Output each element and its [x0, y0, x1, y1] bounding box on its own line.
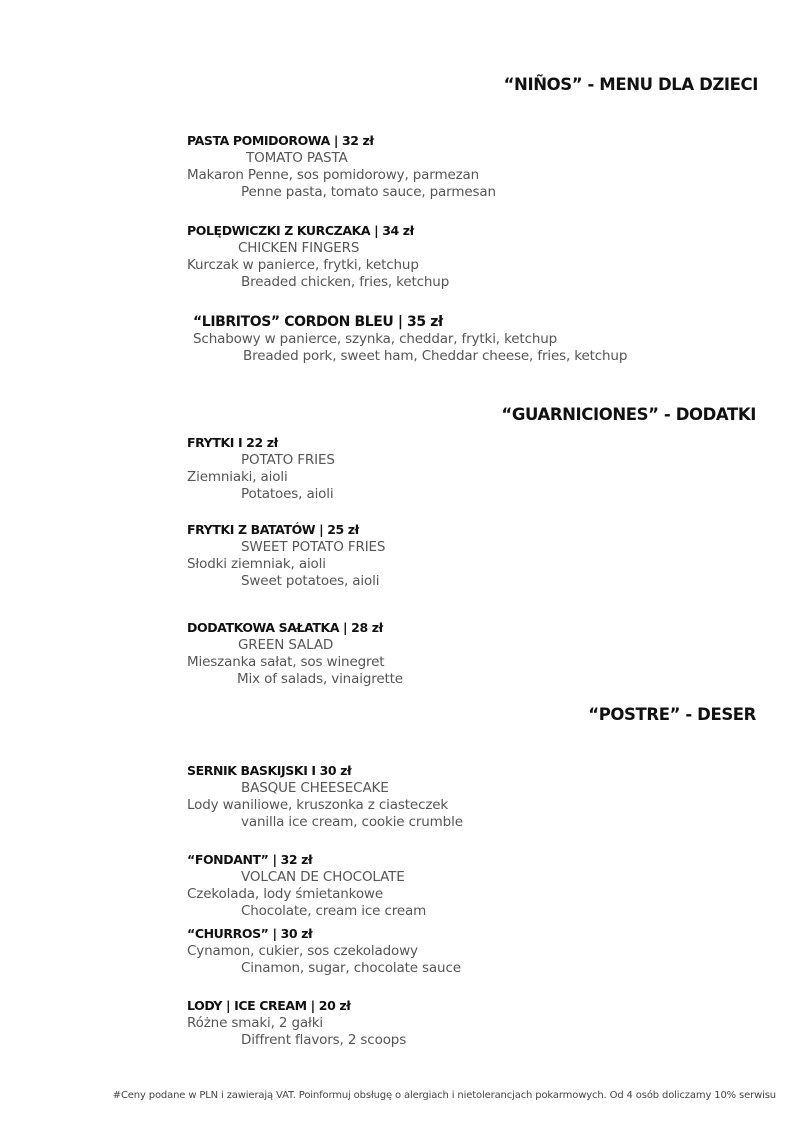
menu-item-sernik-baskijski: [187, 762, 747, 831]
item-name: “LIBRITOS” CORDON BLEU | 35 zł: [193, 314, 443, 330]
item-description-en: Sweet potatoes, aioli: [241, 573, 380, 589]
item-name: “FONDANT” | 32 zł: [187, 852, 313, 867]
item-description-en: Penne pasta, tomato sauce, parmesan: [241, 184, 496, 200]
item-description-pl: Czekolada, lody śmietankowe: [187, 886, 383, 902]
section-title-ninos: “NIÑOS” - MENU DLA DZIECI: [503, 75, 758, 94]
section-title-postre: “POSTRE” - DESER: [588, 705, 756, 724]
item-description-en: Diffrent flavors, 2 scoops: [241, 1032, 407, 1048]
item-name: LODY | ICE CREAM | 20 zł: [187, 998, 351, 1013]
item-name: SERNIK BASKIJSKI I 30 zł: [187, 763, 352, 778]
menu-item-lody: [187, 997, 747, 1049]
section-title-guarniciones: “GUARNICIONES” - DODATKI: [501, 405, 756, 424]
item-description-en: Breaded pork, sweet ham, Cheddar cheese, fries, ketchup: [243, 348, 628, 364]
item-description-pl: Cynamon, cukier, sos czekoladowy: [187, 943, 418, 959]
item-name: “CHURROS” | 30 zł: [187, 926, 313, 941]
menu-item-pasta-pomidorowa: [187, 132, 747, 201]
menu-item-dodatkowa-salatka: [187, 619, 747, 688]
item-description-en: Potatoes, aioli: [241, 486, 334, 502]
item-description-en: Mix of salads, vinaigrette: [237, 671, 403, 687]
footer-note: [0, 1090, 794, 1101]
item-english-name: VOLCAN DE CHOCOLATE: [241, 869, 405, 885]
item-name: FRYTKI I 22 zł: [187, 435, 278, 450]
item-english-name: POTATO FRIES: [241, 452, 335, 468]
item-name: DODATKOWA SAŁATKA | 28 zł: [187, 620, 383, 635]
item-english-name: SWEET POTATO FRIES: [241, 539, 386, 555]
item-name: PASTA POMIDOROWA | 32 zł: [187, 133, 374, 148]
item-description-pl: Schabowy w panierce, szynka, cheddar, frytki, ketchup: [193, 331, 558, 347]
footer-text: #Ceny podane w PLN i zawierają VAT. Poinformuj obsługę o alergiach i nietolerancjach pokarmowych. Od 4 osób doliczamy 10% serwisu: [112, 1090, 776, 1101]
item-description-pl: Lody waniliowe, kruszonka z ciasteczek: [187, 797, 449, 813]
item-description-en: Cinamon, sugar, chocolate sauce: [241, 960, 461, 976]
item-description-en: vanilla ice cream, cookie crumble: [241, 814, 463, 830]
item-description-pl: Mieszanka sałat, sos winegret: [187, 654, 385, 670]
item-english-name: BASQUE CHEESECAKE: [241, 780, 389, 796]
item-description-pl: Różne smaki, 2 gałki: [187, 1015, 324, 1031]
item-description-pl: Kurczak w panierce, frytki, ketchup: [187, 257, 419, 273]
menu-item-fondant: [187, 851, 747, 920]
menu-item-frytki-z-batatow: [187, 521, 747, 590]
menu-item-libritos-cordon-bleu: [193, 313, 753, 365]
item-name: FRYTKI Z BATATÓW | 25 zł: [187, 522, 359, 537]
item-english-name: CHICKEN FINGERS: [238, 240, 360, 256]
item-english-name: GREEN SALAD: [238, 637, 334, 653]
item-description-pl: Ziemniaki, aioli: [187, 469, 288, 485]
item-description-pl: Słodki ziemniak, aioli: [187, 556, 326, 572]
item-english-name: TOMATO PASTA: [246, 150, 348, 166]
item-description-pl: Makaron Penne, sos pomidorowy, parmezan: [187, 167, 480, 183]
menu-item-poledwiczki: [187, 222, 747, 291]
item-description-en: Chocolate, cream ice cream: [241, 903, 427, 919]
item-name: POLĘDWICZKI Z KURCZAKA | 34 zł: [187, 223, 414, 238]
menu-item-churros: [187, 925, 747, 977]
menu-item-frytki: [187, 434, 747, 503]
item-description-en: Breaded chicken, fries, ketchup: [241, 274, 450, 290]
